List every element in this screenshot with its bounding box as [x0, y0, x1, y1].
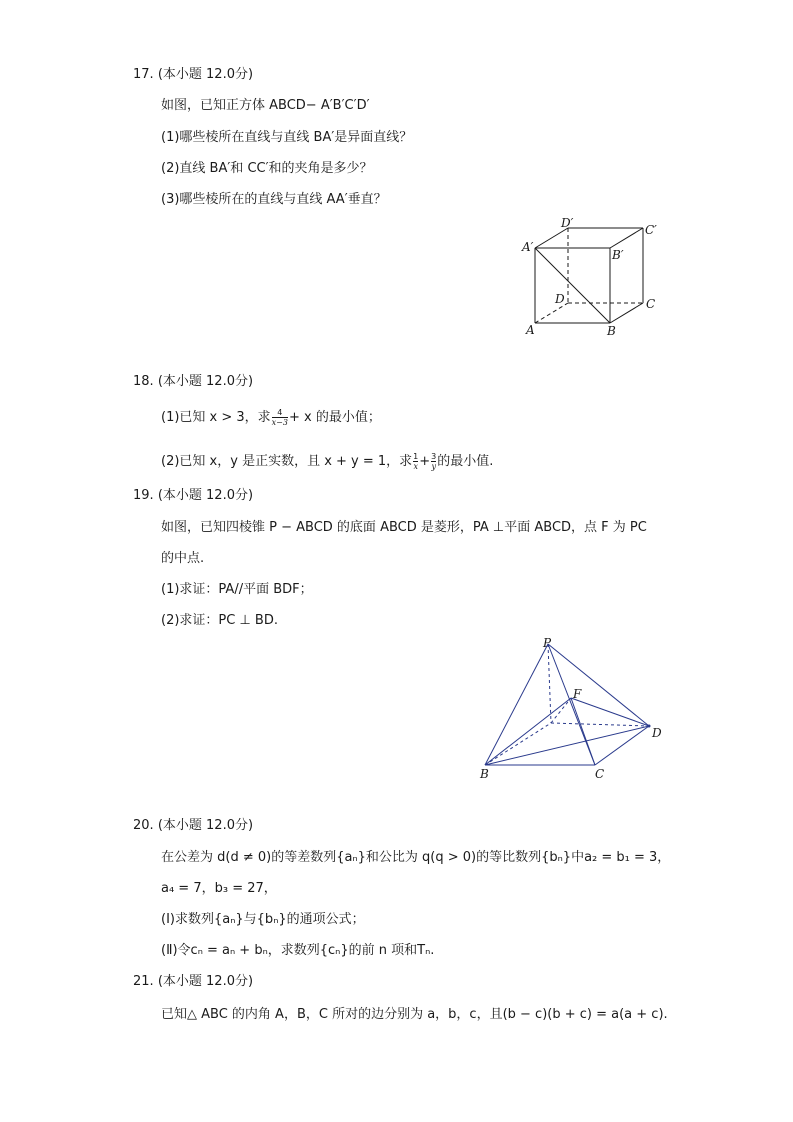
problem-19-stem: 如图，已知四棱锥 P − ABCD 的底面 ABCD 是菱形，PA ⊥平面 ABCD，点 F 为 PC — [161, 520, 647, 535]
problem-score: (本小题 12.0分) — [157, 67, 254, 82]
problem-score: (本小题 12.0分) — [157, 818, 254, 833]
problem-21-stem: 已知△ ABC 的内角 A，B，C 所对的边分别为 a，b，c，且(b − c)(b + c) = a(a + c). — [161, 1007, 668, 1022]
problem-score: (本小题 12.0分) — [157, 374, 254, 389]
problem-19-part-1: (1)求证：PA//平面 BDF； — [161, 582, 313, 597]
pyramid-figure — [475, 632, 675, 784]
problem-18-part-2: (2)已知 x，y 是正实数，且 x + y = 1，求 $\frac{1}{x}$ + $\frac{3}{y}$ 的最小值. — [161, 452, 494, 471]
problem-19-stem-cont: 的中点. — [161, 551, 205, 566]
label-B: B — [480, 767, 489, 781]
label-D: D — [555, 292, 565, 306]
problem-21-header — [133, 974, 253, 990]
problem-18-header — [133, 374, 253, 390]
problem-number: 19. — [133, 488, 154, 503]
problem-17-stem: 如图，已知正方体 ABCD− A′B′C′D′ — [161, 98, 370, 113]
label-B: B — [607, 324, 616, 338]
label-A: A — [526, 323, 535, 337]
label-C: C — [595, 767, 605, 781]
label-F: F — [573, 687, 582, 701]
label-C: C — [646, 297, 656, 311]
label-D: D — [652, 726, 662, 740]
problem-20-header — [133, 818, 253, 834]
fraction: $\frac{4}{x-3}$ — [271, 408, 288, 427]
label-A1: A′ — [522, 240, 534, 254]
problem-20-part-1: (Ⅰ)求数列{aₙ}与{bₙ}的通项公式； — [161, 912, 365, 927]
cube-figure — [520, 215, 670, 340]
problem-19-header — [133, 488, 253, 504]
problem-17-part-2: (2)直线 BA′和 CC′和的夹角是多少？ — [161, 161, 373, 176]
problem-number: 20. — [133, 818, 154, 833]
fraction: $\frac{3}{y}$ — [431, 452, 437, 471]
problem-20-part-2: (Ⅱ)令cₙ = aₙ + bₙ，求数列{cₙ}的前 n 项和Tₙ. — [161, 943, 435, 958]
problem-17-header — [133, 67, 253, 83]
label-B1: B′ — [612, 248, 624, 262]
fraction: $\frac{1}{x}$ — [413, 452, 419, 471]
label-P: P — [543, 636, 552, 650]
problem-score: (本小题 12.0分) — [157, 974, 254, 989]
problem-number: 21. — [133, 974, 154, 989]
problem-score: (本小题 12.0分) — [157, 488, 254, 503]
problem-19-part-2: (2)求证：PC ⊥ BD. — [161, 613, 278, 628]
label-D1: D′ — [561, 216, 574, 230]
problem-20-stem: 在公差为 d(d ≠ 0)的等差数列{aₙ}和公比为 q(q > 0)的等比数列{bₙ}中a₂ = b₁ = 3， — [161, 850, 671, 865]
problem-17-part-1: (1)哪些棱所在直线与直线 BA′是异面直线？ — [161, 130, 413, 145]
problem-17-part-3: (3)哪些棱所在的直线与直线 AA′垂直？ — [161, 192, 387, 207]
problem-number: 17. — [133, 67, 154, 82]
problem-18-part-1: (1)已知 x > 3，求 $\frac{4}{x-3}$ + x 的最小值； — [161, 408, 381, 427]
problem-number: 18. — [133, 374, 154, 389]
problem-20-stem-cont: a₄ = 7，b₃ = 27， — [161, 881, 277, 896]
label-C1: C′ — [645, 223, 657, 237]
